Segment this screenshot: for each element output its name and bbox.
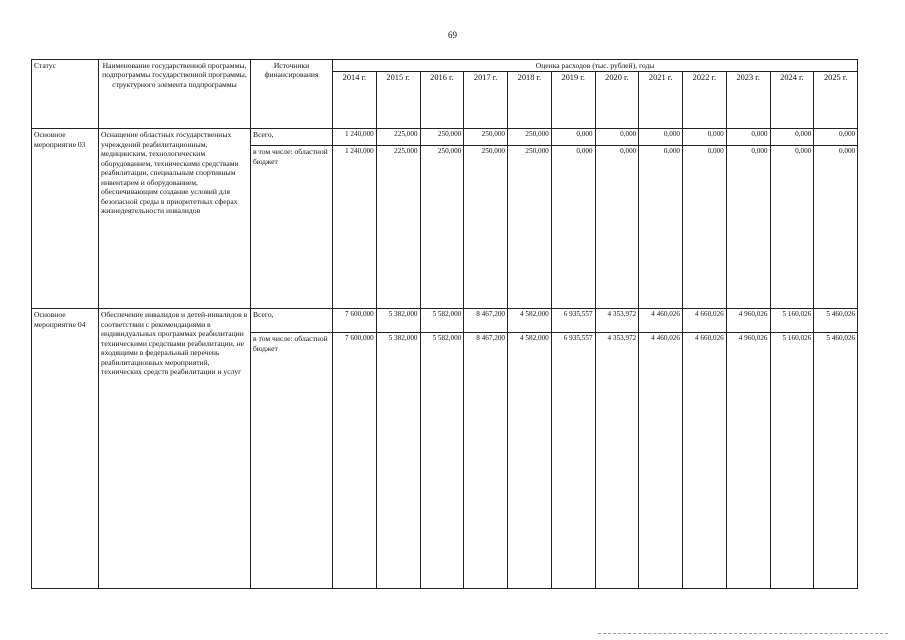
- value-cell: 8 467,200: [464, 333, 508, 589]
- value-cell: 0,000: [551, 146, 595, 309]
- header-year: 2020 г.: [595, 72, 639, 129]
- table-row: [32, 309, 858, 333]
- header-year: 2018 г.: [508, 72, 552, 129]
- funding-source: Всего,: [251, 309, 333, 333]
- value-cell: 4 582,000: [508, 333, 552, 589]
- value-cell: 1 240,000: [333, 146, 377, 309]
- header-year: 2014 г.: [333, 72, 377, 129]
- scan-artifact-line: [598, 633, 888, 634]
- value-cell: 5 460,026: [814, 333, 858, 589]
- value-cell: 7 600,000: [333, 309, 377, 333]
- value-cell: 8 467,200: [464, 309, 508, 333]
- value-cell: 4 460,026: [639, 309, 683, 333]
- measure-status: Основное мероприятие 04: [32, 309, 99, 589]
- value-cell: 250,000: [420, 146, 464, 309]
- value-cell: 250,000: [420, 129, 464, 146]
- value-cell: 4 460,026: [639, 333, 683, 589]
- value-cell: 0,000: [683, 129, 727, 146]
- value-cell: 0,000: [639, 129, 683, 146]
- value-cell: 0,000: [683, 146, 727, 309]
- header-year: 2016 г.: [420, 72, 464, 129]
- value-cell: 0,000: [770, 146, 814, 309]
- measure-name: Оснащение областных государственных учреждений реабилитационным, медицинским, технологическим оборудованием, техническими средствами реабилитации, специальным спортивным инвентарем и оборудованием, обеспечивающим создание условий для безопасной среды в приоритетных сферах жизнедеятельности инвалидов: [99, 129, 251, 309]
- funding-source: Всего,: [251, 129, 333, 146]
- value-cell: 0,000: [814, 129, 858, 146]
- value-cell: 4 960,026: [726, 333, 770, 589]
- value-cell: 250,000: [464, 129, 508, 146]
- value-cell: 250,000: [508, 129, 552, 146]
- page-number: 69: [448, 30, 457, 40]
- value-cell: 4 353,972: [595, 309, 639, 333]
- funding-source: в том числе: областной бюджет: [251, 146, 333, 309]
- value-cell: 4 660,026: [683, 309, 727, 333]
- value-cell: 5 582,000: [420, 309, 464, 333]
- header-year: 2023 г.: [726, 72, 770, 129]
- value-cell: 0,000: [595, 129, 639, 146]
- value-cell: 1 240,000: [333, 129, 377, 146]
- header-program-name: Наименование государственной программы, подпрограммы государственной программы, структурного элемента подпрограммы: [99, 60, 251, 129]
- budget-table: [31, 59, 858, 589]
- value-cell: 0,000: [595, 146, 639, 309]
- measure-name: Обеспечение инвалидов и детей-инвалидов в соответствии с рекомендациями в индивидуальных программах реабилитации техническими средствами реабилитации, не входящими в федеральный перечень реабилитационных мероприятий, технических средств реабилитации и услуг: [99, 309, 251, 589]
- value-cell: 7 600,000: [333, 333, 377, 589]
- funding-source: в том числе: областной бюджет: [251, 333, 333, 589]
- value-cell: 0,000: [726, 129, 770, 146]
- header-year: 2017 г.: [464, 72, 508, 129]
- value-cell: 4 960,026: [726, 309, 770, 333]
- value-cell: 4 660,026: [683, 333, 727, 589]
- value-cell: 5 160,026: [770, 333, 814, 589]
- value-cell: 250,000: [508, 146, 552, 309]
- table-row: [32, 129, 858, 146]
- value-cell: 5 160,026: [770, 309, 814, 333]
- value-cell: 0,000: [551, 129, 595, 146]
- value-cell: 5 460,026: [814, 309, 858, 333]
- value-cell: 250,000: [464, 146, 508, 309]
- header-expense-estimate: Оценка расходов (тыс. рублей), годы: [333, 60, 858, 72]
- value-cell: 0,000: [639, 146, 683, 309]
- value-cell: 6 935,557: [551, 309, 595, 333]
- value-cell: 0,000: [726, 146, 770, 309]
- header-row-top: [32, 60, 858, 72]
- value-cell: 0,000: [770, 129, 814, 146]
- value-cell: 6 935,557: [551, 333, 595, 589]
- measure-status: Основное мероприятие 03: [32, 129, 99, 309]
- value-cell: 5 382,000: [376, 333, 420, 589]
- value-cell: 225,000: [376, 129, 420, 146]
- value-cell: 4 353,972: [595, 333, 639, 589]
- header-year: 2022 г.: [683, 72, 727, 129]
- value-cell: 0,000: [814, 146, 858, 309]
- header-funding-sources: Источники финансирования: [251, 60, 333, 129]
- header-year: 2024 г.: [770, 72, 814, 129]
- header-year: 2025 г.: [814, 72, 858, 129]
- header-year: 2019 г.: [551, 72, 595, 129]
- value-cell: 5 382,000: [376, 309, 420, 333]
- header-status: Статус: [32, 60, 99, 129]
- value-cell: 4 582,000: [508, 309, 552, 333]
- value-cell: 5 582,000: [420, 333, 464, 589]
- header-year: 2021 г.: [639, 72, 683, 129]
- value-cell: 225,000: [376, 146, 420, 309]
- header-year: 2015 г.: [376, 72, 420, 129]
